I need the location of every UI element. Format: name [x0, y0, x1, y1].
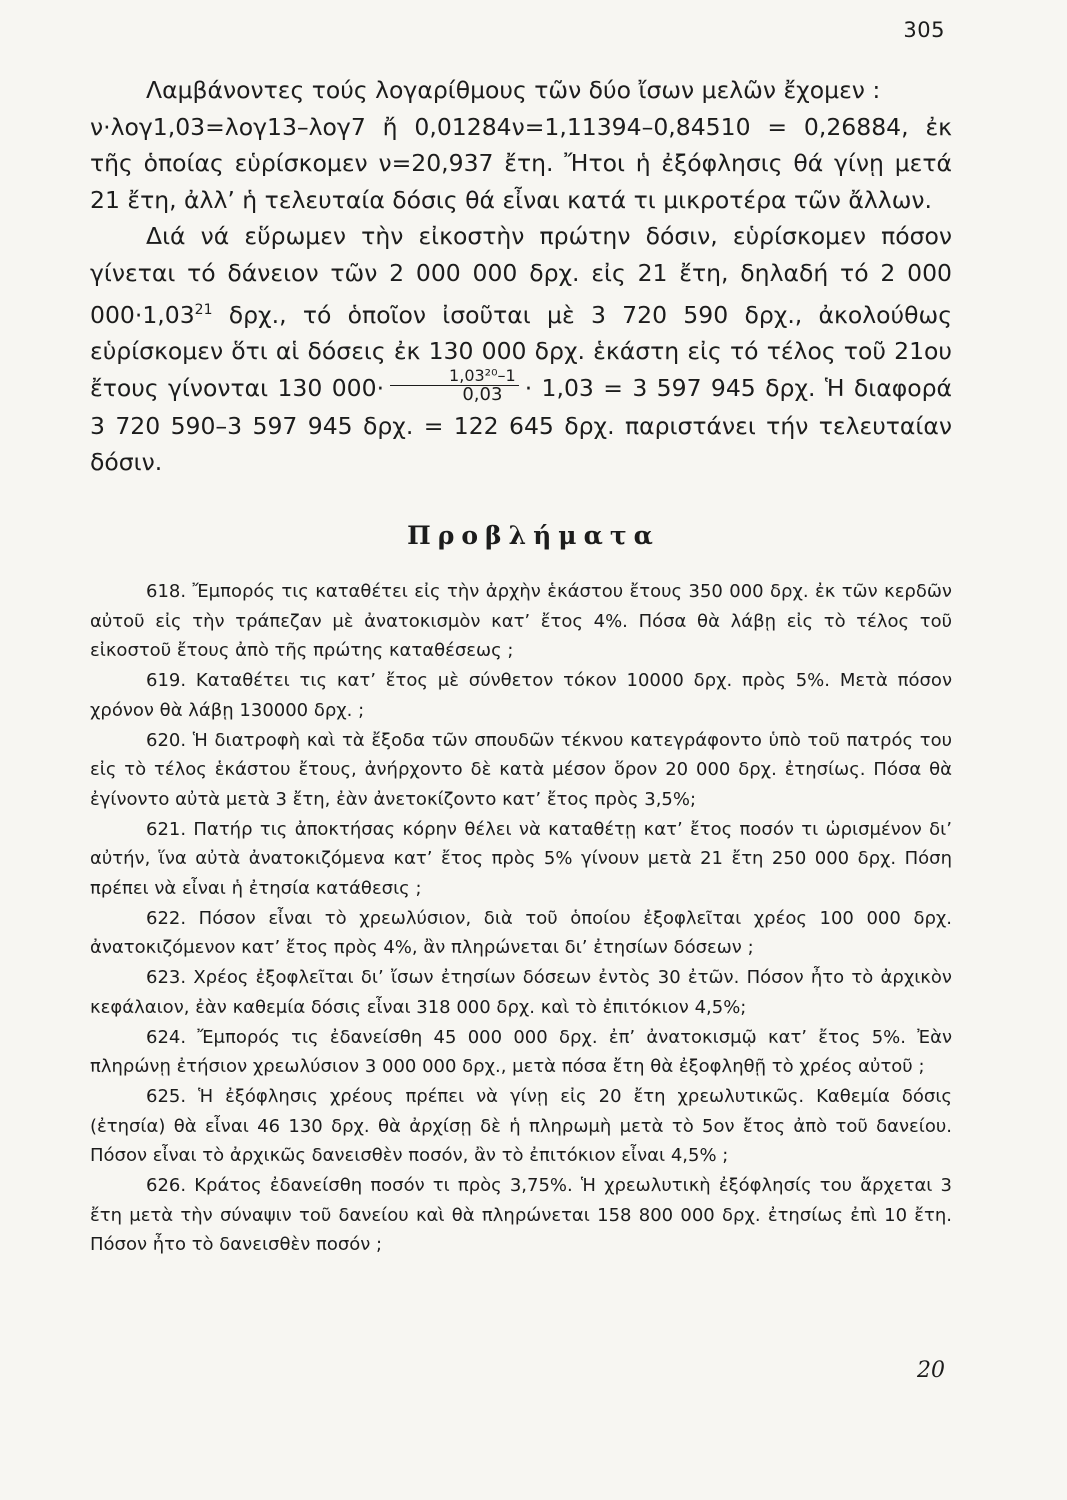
- intro-paragraph-2: ν·λογ1,03=λογ13–λογ7 ἤ 0,01284ν=1,11394–0,84510 = 0,26884, ἐκ τῆς ὁποίας εὑρίσκομεν ν=20,937 ἔτη. Ἤτοι ἡ ἐξόφλησις θά γίνῃ μετά 21 ἔτη, ἀλλ’ ἡ τελευταία δόσις θά εἶναι κατά τι μικροτέρα τῶν ἄλλων.: [90, 112, 952, 214]
- problem-625: 625. Ἡ ἐξόφλησις χρέους πρέπει νὰ γίνῃ εἰς 20 ἔτη χρεωλυτικῶς. Καθεμία δόσις (ἐτησία) θὰ εἶναι 46 130 δρχ. θὰ ἀρχίσῃ δὲ ἡ πληρωμὴ μετὰ τὸ 5ον ἔτος ἀπὸ τοῦ δανείου. Πόσον εἶναι τὸ ἀρχικῶς δανεισθὲν ποσόν, ἂν τὸ ἐπιτόκιον εἶναι 4,5% ;: [90, 1085, 952, 1167]
- intro-paragraph-1: Λαμβάνοντες τούς λογαρίθμους τῶν δύο ἴσων μελῶν ἔχομεν :: [146, 76, 881, 104]
- problem-623: 623. Χρέος ἐξοφλεῖται δι’ ἴσων ἐτησίων δόσεων ἐντὸς 30 ἐτῶν. Πόσον ἦτο τὸ ἀρχικὸν κεφάλαιον, ἐὰν καθεμία δόσις εἶναι 318 000 δρχ. καὶ τὸ ἐπιτόκιον 4,5%;: [90, 967, 952, 1018]
- fraction-numerator: 1,03²⁰–1: [390, 367, 519, 386]
- signature-mark: 20: [917, 1358, 945, 1383]
- exponent: 21: [194, 301, 213, 318]
- page-number: 305: [903, 18, 945, 42]
- intro-paragraph-3: [90, 218, 952, 480]
- intro-p3-part-c: · 1,03 = 3 597 945 δρχ. Ἡ διαφορά 3 720 590–3 597 945 δρχ. = 122 645 δρχ. παριστάνει τήν τελευταίαν δόσιν.: [90, 373, 953, 477]
- problem-621: 621. Πατήρ τις ἀποκτήσας κόρην θέλει νὰ καταθέτῃ κατ’ ἔτος ποσόν τι ὡρισμένον δι’ αὐτήν, ἵνα αὐτὰ ἀνατοκιζόμενα κατ’ ἔτος πρὸς 5% γίνουν μετὰ 21 ἔτη 250 000 δρχ. Πόση πρέπει νὰ εἶναι ἡ ἐτησία κατάθεσις ;: [90, 818, 952, 900]
- problem-list: [90, 577, 952, 1260]
- fraction-denominator: 0,03: [462, 383, 503, 405]
- intro-p3-part-b: δρχ., τό ὁποῖον ἰσοῦται μὲ 3 720 590 δρχ., ἀκολούθως εὑρίσκομεν ὅτι αἱ δόσεις ἐκ 130 000 δρχ. ἑκάστη εἰς τό τέλος τοῦ 21ου ἔτους γίνονται 130 000·: [90, 300, 952, 402]
- problem-624: 624. Ἔμπορός τις ἐδανείσθη 45 000 000 δρχ. ἐπ’ ἀνατοκισμῷ κατ’ ἔτος 5%. Ἐὰν πληρώνῃ ἐτήσιον χρεωλύσιον 3 000 000 δρχ., μετὰ πόσα ἔτη θὰ ἐξοφληθῇ τὸ χρέος αὐτοῦ ;: [90, 1026, 952, 1078]
- problem-619: 619. Καταθέτει τις κατ’ ἔτος μὲ σύνθετον τόκον 10000 δρχ. πρὸς 5%. Μετὰ πόσον χρόνον θὰ λάβῃ 130000 δρχ. ;: [90, 670, 952, 721]
- intro-p3-part-a: Διά νά εὕρωμεν τὴν εἰκοστὴν πρώτην δόσιν, εὑρίσκομεν πόσον γίνεται τό δάνειον τῶν 2 000 000 δρχ. εἰς 21 ἔτη, δηλαδή τό 2 000 000·1,03: [90, 222, 952, 329]
- intro-text: [90, 72, 952, 481]
- fraction: [390, 367, 519, 404]
- problem-618: 618. Ἔμπορός τις καταθέτει εἰς τὴν ἀρχὴν ἑκάστου ἔτους 350 000 δρχ. ἐκ τῶν κερδῶν αὐτοῦ εἰς τὴν τράπεζαν μὲ ἀνατοκισμὸν κατ’ ἔτος 4%. Πόσα θὰ λάβῃ εἰς τὸ τέλος τοῦ εἰκοστοῦ ἔτους ἀπὸ τῆς πρώτης καταθέσεως ;: [90, 581, 952, 662]
- problem-620: 620. Ἡ διατροφὴ καὶ τὰ ἔξοδα τῶν σπουδῶν τέκνου κατεγράφοντο ὑπὸ τοῦ πατρός του εἰς τὸ τέλος ἑκάστου ἔτους, ἀνήρχοντο δὲ κατὰ μέσον ὅρον 20 000 δρχ. ἐτησίως. Πόσα θὰ ἐγίνοντο αὐτὰ μετὰ 3 ἔτη, ἐὰν ἀνετοκίζοντο κατ’ ἔτος πρὸς 3,5%;: [90, 729, 952, 810]
- problem-626: 626. Κράτος ἐδανείσθη ποσόν τι πρὸς 3,75%. Ἡ χρεωλυτικὴ ἐξόφλησίς του ἄρχεται 3 ἔτη μετὰ τὴν σύναψιν τοῦ δανείου καὶ θὰ πληρώνεται 158 800 000 δρχ. ἐτησίως ἐπὶ 10 ἔτη. Πόσον ἦτο τὸ δανεισθὲν ποσόν ;: [90, 1175, 952, 1256]
- section-title: Προβλήματα: [407, 521, 660, 550]
- problem-622: 622. Πόσον εἶναι τὸ χρεωλύσιον, διὰ τοῦ ὁποίου ἐξοφλεῖται χρέος 100 000 δρχ. ἀνατοκιζόμενον κατ’ ἔτος πρὸς 4%, ἂν πληρώνεται δι’ ἐτησίων δόσεων ;: [90, 907, 952, 959]
